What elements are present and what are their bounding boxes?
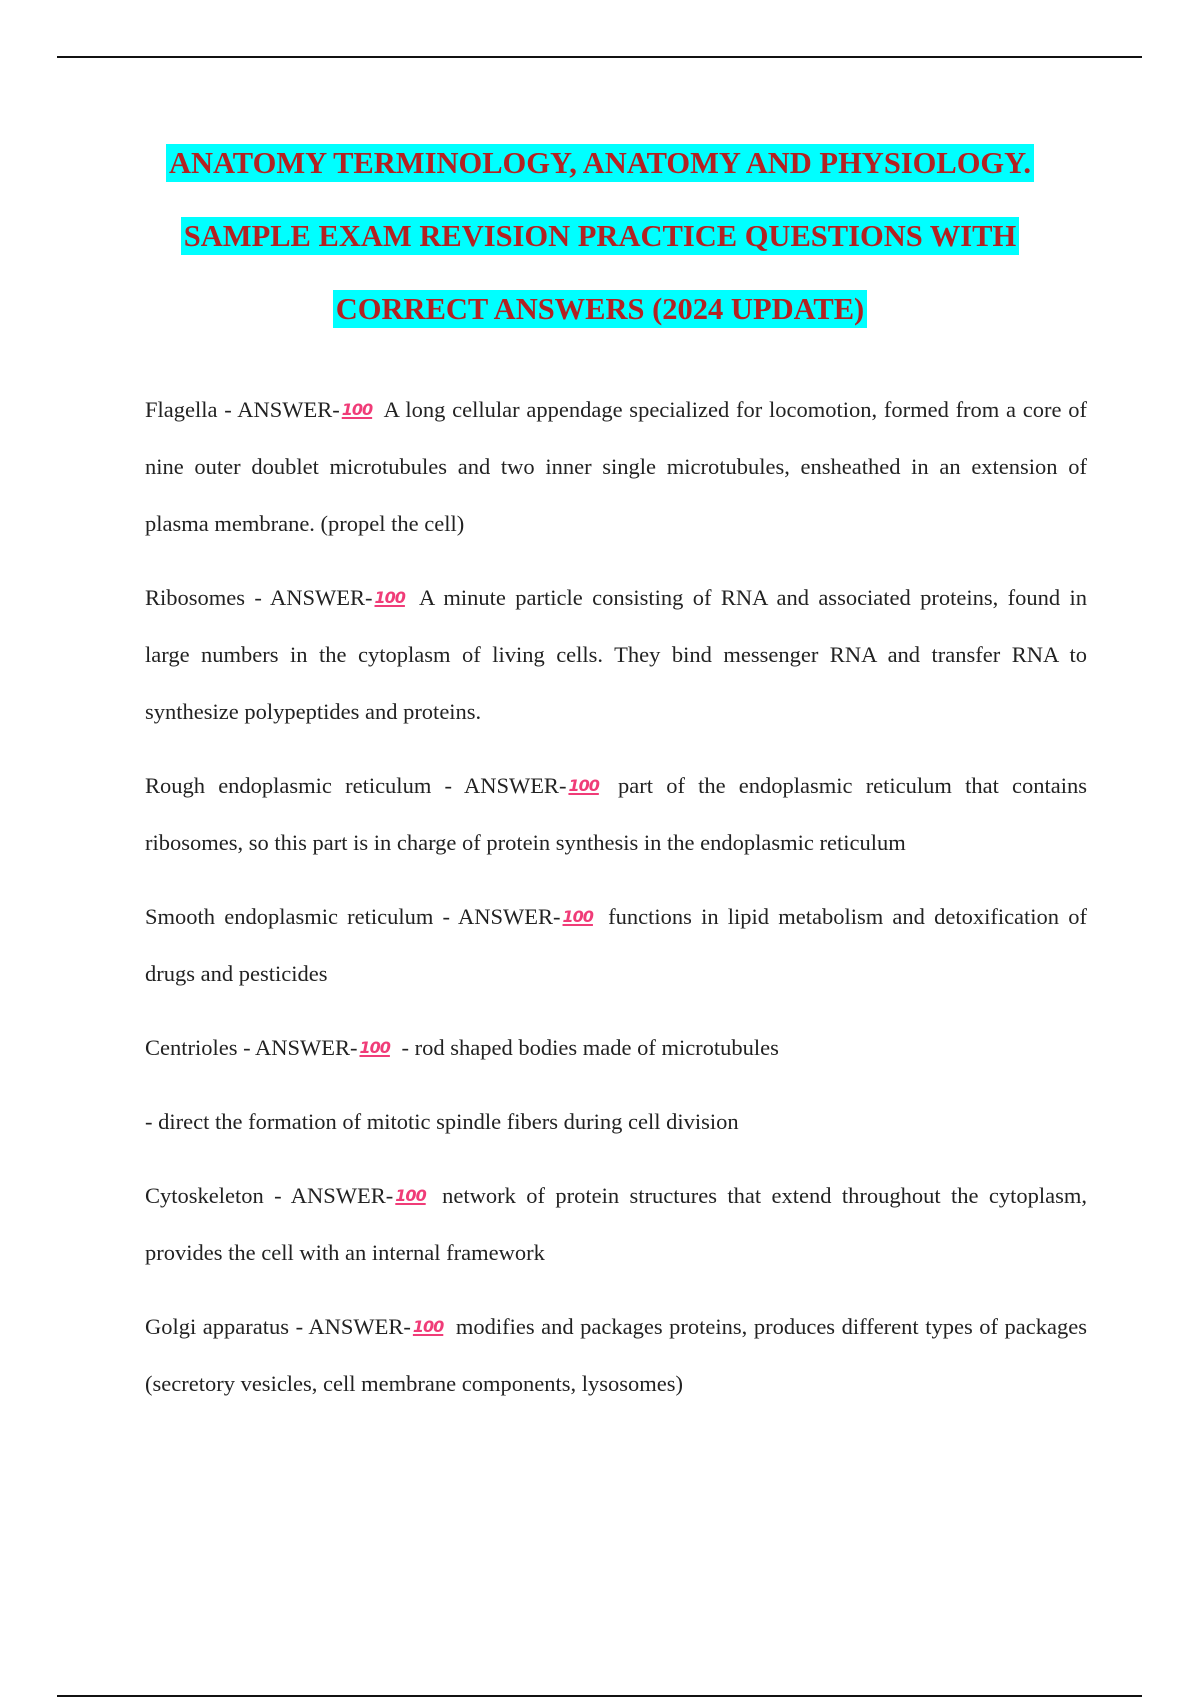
hundred-points-icon: 100 bbox=[359, 1038, 390, 1057]
definition-continuation: - direct the formation of mitotic spindle fibers during cell division bbox=[145, 1109, 739, 1134]
hundred-points-icon: 100 bbox=[341, 400, 373, 419]
qa-entry-flagella bbox=[145, 381, 1087, 552]
answer-label: - ANSWER- bbox=[263, 1183, 394, 1208]
hundred-points-icon: 100 bbox=[562, 907, 593, 926]
footer-rule bbox=[57, 1695, 1142, 1697]
answer-label: - ANSWER- bbox=[289, 1314, 411, 1339]
term: Rough endoplasmic reticulum bbox=[145, 773, 432, 798]
answer-label: - ANSWER- bbox=[237, 1035, 358, 1060]
hundred-points-icon: 100 bbox=[412, 1317, 444, 1336]
title-line-3: CORRECT ANSWERS (2024 UPDATE) bbox=[0, 286, 1200, 359]
definition: modifies and packages proteins, produces different types of packages (secretory vesicles, cell membrane components, lysosomes) bbox=[145, 1314, 1088, 1396]
definition: functions in lipid metabolism and detoxification of drugs and pesticides bbox=[145, 904, 1087, 986]
definition: part of the endoplasmic reticulum that contains ribosomes, so this part is in charge of protein synthesis in the endoplasmic reticulum bbox=[145, 773, 1088, 855]
qa-entry-rough-er bbox=[145, 757, 1087, 871]
answer-label: - ANSWER- bbox=[217, 397, 340, 422]
answer-label: - ANSWER- bbox=[245, 585, 373, 610]
answer-label: - ANSWER- bbox=[433, 904, 561, 929]
definition: network of protein structures that extend throughout the cytoplasm, provides the cell with an internal framework bbox=[145, 1183, 1088, 1265]
definition: A minute particle consisting of RNA and associated proteins, found in large numbers in the cytoplasm of living cells. They bind messenger RNA and transfer RNA to synthesize polypeptides and proteins. bbox=[145, 585, 1087, 724]
qa-entry-smooth-er bbox=[145, 888, 1087, 1002]
term: Centrioles bbox=[145, 1035, 238, 1060]
header-rule bbox=[57, 56, 1142, 58]
qa-list bbox=[145, 381, 1087, 1429]
term: Cytoskeleton bbox=[145, 1183, 264, 1208]
definition: A long cellular appendage specialized for locomotion, formed from a core of nine outer doublet microtubules and two inner single microtubules, ensheathed in an extension of plasma membrane. (propel the cell) bbox=[145, 397, 1087, 536]
qa-entry-cytoskeleton bbox=[145, 1167, 1087, 1281]
term: Flagella bbox=[145, 397, 218, 422]
term: Ribosomes bbox=[145, 585, 246, 610]
hundred-points-icon: 100 bbox=[568, 776, 599, 795]
qa-entry-golgi bbox=[145, 1298, 1087, 1412]
qa-entry-centrioles-continuation bbox=[145, 1093, 1087, 1150]
title-line-2: SAMPLE EXAM REVISION PRACTICE QUESTIONS WITH bbox=[0, 213, 1200, 286]
term: Smooth endoplasmic reticulum bbox=[145, 904, 434, 929]
title-line-1: ANATOMY TERMINOLOGY, ANATOMY AND PHYSIOLOGY. bbox=[0, 140, 1200, 213]
hundred-points-icon: 100 bbox=[395, 1186, 426, 1205]
term: Golgi apparatus bbox=[145, 1314, 290, 1339]
answer-label: - ANSWER- bbox=[431, 773, 567, 798]
qa-entry-centrioles bbox=[145, 1019, 1087, 1076]
hundred-points-icon: 100 bbox=[374, 588, 405, 607]
document-title bbox=[0, 140, 1200, 359]
definition: - rod shaped bodies made of microtubules bbox=[401, 1035, 779, 1060]
qa-entry-ribosomes bbox=[145, 569, 1087, 740]
